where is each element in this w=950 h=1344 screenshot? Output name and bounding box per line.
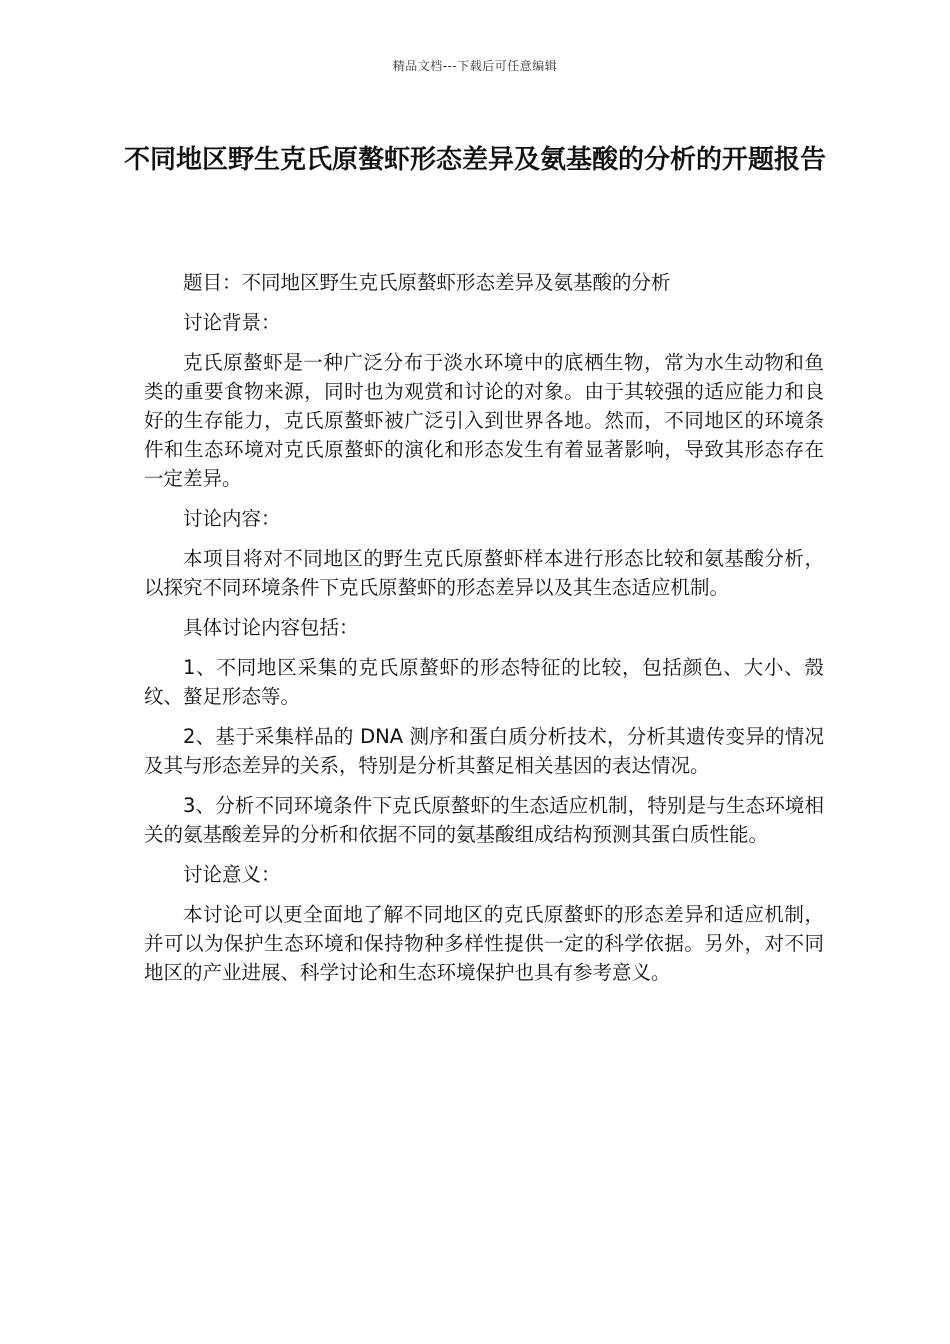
content-list-item-1: 1、不同地区采集的克氏原螯虾的形态特征的比较，包括颜色、大小、殼纹、螯足形态等。 xyxy=(144,656,824,708)
background-heading: 讨论背景： xyxy=(183,311,281,334)
significance-paragraph: 本讨论可以更全面地了解不同地区的克氏原螯虾的形态差异和适应机制，并可以为保护生态环境和保持物种多样性提供一定的科学依据。另外，对不同地区的产业进展、科学讨论和生态环境保护也具有参考意义。 xyxy=(144,903,824,984)
content-list-item-2: 2、基于采集样品的 DNA 测序和蛋白质分析技术，分析其遗传变异的情况及其与形态差异的关系，特别是分析其螯足相关基因的表达情况。 xyxy=(144,725,824,777)
document-body xyxy=(144,268,824,998)
topic-line: 题目：不同地区野生克氏原螯虾形态差异及氨基酸的分析 xyxy=(183,271,671,294)
content-list-item-3: 3、分析不同环境条件下克氏原螯虾的生态适应机制，特别是与生态环境相关的氨基酸差异的分析和依据不同的氨基酸组成结构预测其蛋白质性能。 xyxy=(144,794,824,846)
content-paragraph: 本项目将对不同地区的野生克氏原螯虾样本进行形态比较和氨基酸分析，以探究不同环境条件下克氏原螯虾的形态差异以及其生态适应机制。 xyxy=(144,547,824,599)
content-heading: 讨论内容： xyxy=(183,507,281,530)
background-paragraph: 克氏原螯虾是一种广泛分布于淡水环境中的底栖生物，常为水生动物和鱼类的重要食物来源，同时也为观赏和讨论的对象。由于其较强的适应能力和良好的生存能力，克氏原螯虾被广泛引入到世界各地。然而，不同地区的环境条件和生态环境对克氏原螯虾的演化和形态发生有着显著影响，导致其形态存在一定差异。 xyxy=(144,351,824,490)
significance-heading: 讨论意义： xyxy=(183,863,281,886)
header-note: 精品文档---下载后可任意编辑 xyxy=(392,59,558,73)
content-list-heading: 具体讨论内容包括： xyxy=(183,616,359,639)
document-title: 不同地区野生克氏原螯虾形态差异及氨基酸的分析的开题报告 xyxy=(123,145,826,175)
